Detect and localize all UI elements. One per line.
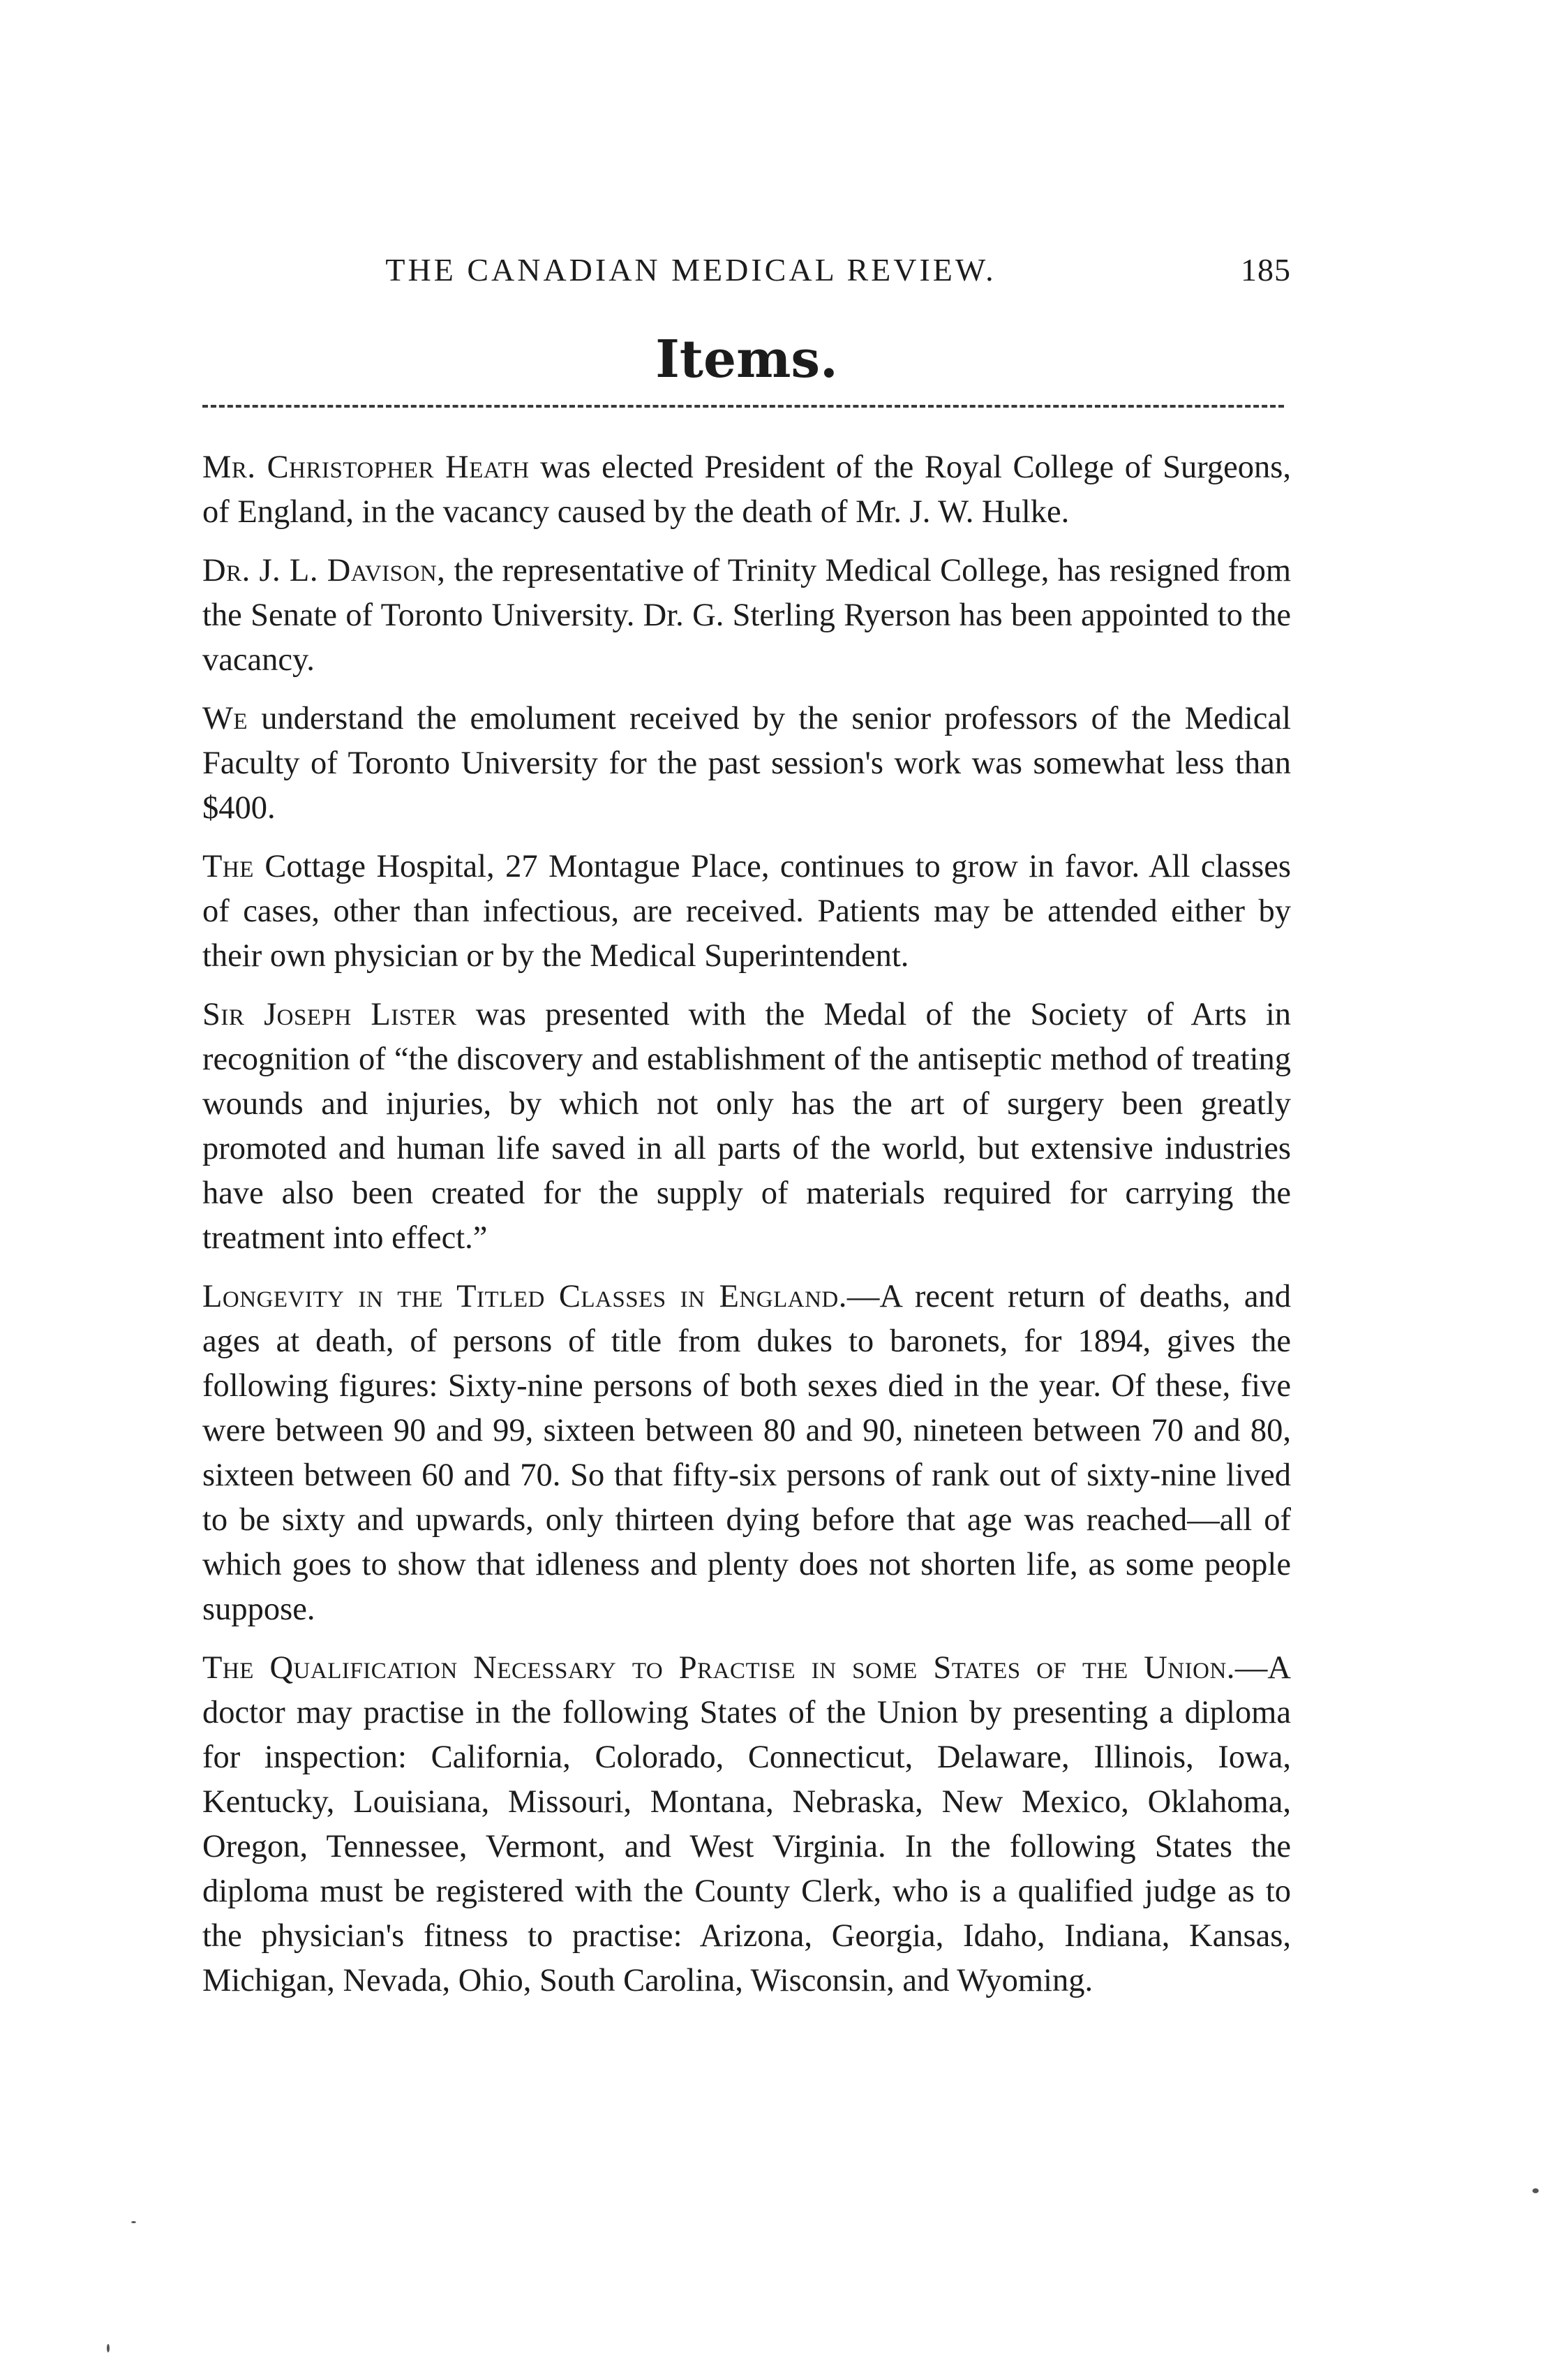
news-item [202,993,1291,1261]
news-item [202,697,1291,831]
item-lead: The [202,849,254,884]
running-head [202,251,1291,300]
news-item [202,445,1291,535]
section-title: Items. [655,329,838,390]
item-lead: Mr. Christopher Heath [202,450,530,485]
scan-speck [131,2221,136,2223]
running-title: THE CANADIAN MEDICAL REVIEW. [385,252,996,288]
journal-page [202,251,1291,2017]
scan-speck [107,2344,110,2352]
item-text: —A recent return of deaths, and ages at death, of persons of title from dukes to baronets, for 1894, gives the following figures: Sixty-nine persons of both sexes died in the year. Of these, five were between 90 and 99, sixteen between 80 and 90, nineteen between 70 and 80, sixteen between 60 and 70. So that fifty-six persons of rank out of sixty-nine lived to be sixty and upwards, only thirteen dying before that age was reached—all of which goes to show that idleness and plenty does not shorten life, as some people suppose. [202,1279,1291,1627]
section-rule [202,405,1284,408]
item-text: —A doctor may practise in the following States of the Union by presenting a diploma for inspection: California, Colorado, Connecticut, Delaware, Illinois, Iowa, Kentucky, Louisiana, Missouri, Montana, Nebraska, New Mexico, Oklahoma, Oregon, Tennessee, Vermont, and West Virginia. In the following States the diploma must be registered with the County Clerk, who is a qualified judge as to the physician's fitness to practise: Arizona, Georgia, Idaho, Indiana, Kansas, Michigan, Nevada, Ohio, South Carolina, Wisconsin, and Wyoming. [202,1650,1291,1998]
item-lead: Dr. J. L. Davison, [202,553,446,588]
news-item [202,845,1291,979]
item-text: Cottage Hospital, 27 Montague Place, continues to grow in favor. All classes of cases, other than infectious, are received. Patients may be attended either by their own physician or by the Medical Superintendent. [202,849,1291,974]
news-item [202,549,1291,683]
page-number: 185 [1241,252,1291,288]
item-lead: We [202,701,248,736]
item-text: understand the emolument received by the senior professors of the Medical Faculty of Toronto University for the past session's work was somewhat less than $400. [202,701,1291,826]
item-text: was presented with the Medal of the Society of Arts in recognition of “the discovery and establishment of the antiseptic method of treating wounds and injuries, by which not only has the art of surgery been greatly promoted and human life saved in all parts of the world, but extensive industries have also been created for the supply of materials required for carrying the treatment into effect.” [202,997,1291,1256]
news-item [202,1646,1291,2003]
item-lead: Longevity in the Titled Classes in England. [202,1279,847,1314]
item-lead: Sir Joseph Lister [202,997,457,1032]
item-text: the representative of Trinity Medical College, has resigned from the Senate of Toronto University. Dr. G. Sterling Ryerson has been appointed to the vacancy. [202,553,1291,678]
news-item [202,1275,1291,1632]
scan-speck [1532,2188,1539,2193]
item-text: was elected President of the Royal College of Surgeons, of England, in the vacancy caused by the death of Mr. J. W. Hulke. [202,450,1291,530]
item-lead: The Qualification Necessary to Practise in some States of the Union. [202,1650,1235,1686]
